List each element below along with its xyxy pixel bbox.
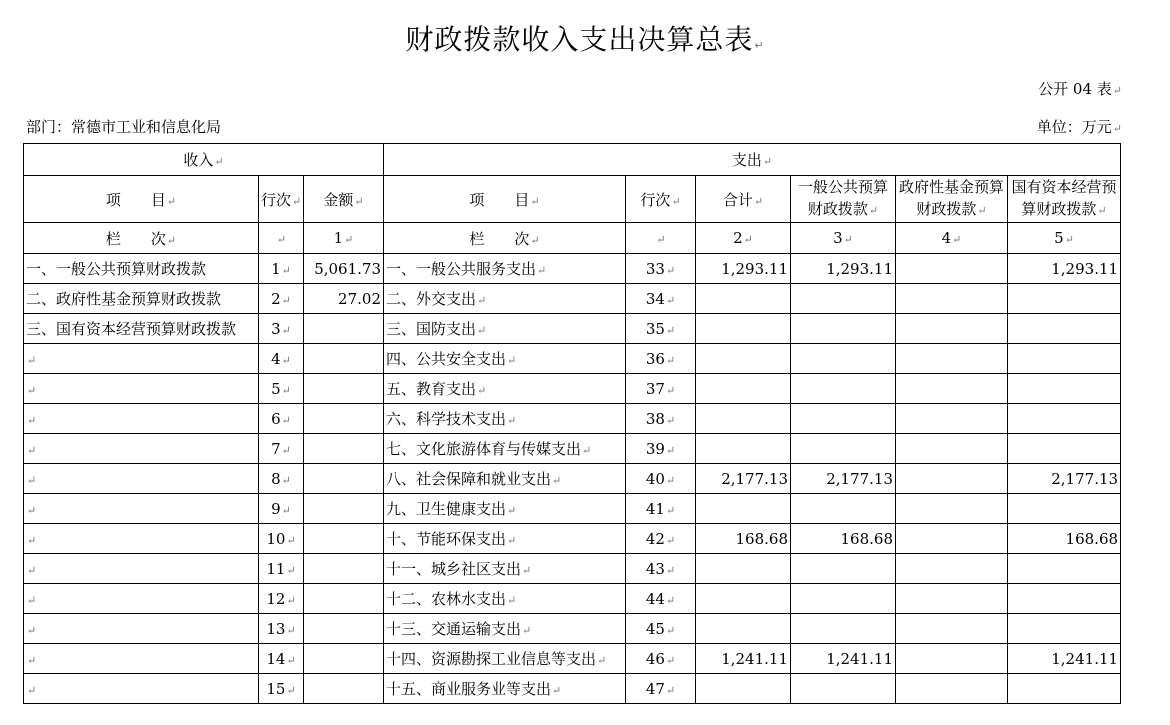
general-budget-cell: 168.68 — [791, 524, 896, 554]
general-budget-header: 一般公共预算财政拨款↵ — [791, 176, 896, 223]
expense-total-cell — [696, 434, 791, 464]
income-item-cell: ↵ — [24, 584, 259, 614]
income-line-cell: 5↵ — [259, 374, 304, 404]
fund-budget-cell — [896, 614, 1008, 644]
table-row — [24, 254, 1121, 284]
fund-budget-cell — [896, 494, 1008, 524]
income-line-cell: 15↵ — [259, 674, 304, 704]
state-capital-cell: 168.68 — [1008, 524, 1121, 554]
expense-total-cell — [696, 314, 791, 344]
expense-total-cell: 168.68 — [696, 524, 791, 554]
fund-budget-header: 政府性基金预算财政拨款↵ — [896, 176, 1008, 223]
expense-total-cell — [696, 614, 791, 644]
general-budget-cell — [791, 284, 896, 314]
expense-line-cell: 44↵ — [626, 584, 696, 614]
general-budget-cell — [791, 374, 896, 404]
state-capital-cell — [1008, 584, 1121, 614]
general-budget-cell — [791, 344, 896, 374]
fund-budget-cell — [896, 404, 1008, 434]
income-header: 收入↵ — [24, 144, 384, 176]
income-item-header: 项 目↵ — [24, 176, 259, 223]
expense-item-header: 项 目↵ — [384, 176, 626, 223]
expense-item-cell: 七、文化旅游体育与传媒支出↵ — [384, 434, 626, 464]
expense-item-cell: 十三、交通运输支出↵ — [384, 614, 626, 644]
income-amount-cell — [304, 614, 384, 644]
table-row — [24, 614, 1121, 644]
fund-budget-cell — [896, 644, 1008, 674]
income-line-cell: 9↵ — [259, 494, 304, 524]
general-budget-cell — [791, 434, 896, 464]
col-index-5: 5↵ — [1008, 223, 1121, 254]
income-line-cell: 1↵ — [259, 254, 304, 284]
state-capital-cell — [1008, 554, 1121, 584]
expense-item-cell: 二、外交支出↵ — [384, 284, 626, 314]
expense-item-cell: 十五、商业服务业等支出↵ — [384, 674, 626, 704]
table-row — [24, 434, 1121, 464]
state-capital-cell — [1008, 404, 1121, 434]
expense-line-cell: 38↵ — [626, 404, 696, 434]
expense-total-cell: 2,177.13 — [696, 464, 791, 494]
general-budget-cell: 1,241.11 — [791, 644, 896, 674]
income-item-cell: 一、一般公共预算财政拨款 — [24, 254, 259, 284]
unit-label: 单位：万元↵ — [1036, 118, 1122, 136]
income-line-cell: 11↵ — [259, 554, 304, 584]
expense-item-cell: 一、一般公共服务支出↵ — [384, 254, 626, 284]
expense-line-cell: 33↵ — [626, 254, 696, 284]
table-row — [24, 374, 1121, 404]
income-amount-cell — [304, 434, 384, 464]
income-amount-cell — [304, 584, 384, 614]
state-capital-cell — [1008, 494, 1121, 524]
table-row — [24, 344, 1121, 374]
state-capital-cell — [1008, 374, 1121, 404]
state-capital-cell — [1008, 614, 1121, 644]
expense-line-cell: 47↵ — [626, 674, 696, 704]
income-amount-cell — [304, 494, 384, 524]
table-row — [24, 644, 1121, 674]
income-item-cell: 二、政府性基金预算财政拨款 — [24, 284, 259, 314]
col-index-line: ↵ — [259, 223, 304, 254]
income-line-cell: 4↵ — [259, 344, 304, 374]
table-row — [24, 554, 1121, 584]
general-budget-cell — [791, 494, 896, 524]
income-line-cell: 3↵ — [259, 314, 304, 344]
income-item-cell: ↵ — [24, 374, 259, 404]
expense-item-cell: 五、教育支出↵ — [384, 374, 626, 404]
income-amount-cell — [304, 524, 384, 554]
income-amount-cell — [304, 554, 384, 584]
income-item-cell: ↵ — [24, 674, 259, 704]
income-amount-cell — [304, 464, 384, 494]
expense-line-header: 行次↵ — [626, 176, 696, 223]
income-item-cell: ↵ — [24, 494, 259, 524]
expense-line-cell: 34↵ — [626, 284, 696, 314]
expense-line-cell: 45↵ — [626, 614, 696, 644]
income-item-cell: ↵ — [24, 344, 259, 374]
general-budget-cell — [791, 614, 896, 644]
table-row — [24, 494, 1121, 524]
fund-budget-cell — [896, 674, 1008, 704]
table-row — [24, 674, 1121, 704]
budget-table — [23, 143, 1121, 704]
expense-total-cell: 1,241.11 — [696, 644, 791, 674]
expense-line-cell: 41↵ — [626, 494, 696, 524]
expense-line-cell: 42↵ — [626, 524, 696, 554]
table-row — [24, 314, 1121, 344]
income-line-cell: 12↵ — [259, 584, 304, 614]
state-capital-cell — [1008, 674, 1121, 704]
expense-total-cell: 1,293.11 — [696, 254, 791, 284]
col-label-income: 栏 次↵ — [24, 223, 259, 254]
income-item-cell: ↵ — [24, 614, 259, 644]
income-item-cell: ↵ — [24, 464, 259, 494]
fund-budget-cell — [896, 284, 1008, 314]
income-amount-cell: 27.02 — [304, 284, 384, 314]
income-amount-cell — [304, 344, 384, 374]
expense-total-cell — [696, 494, 791, 524]
income-amount-cell — [304, 674, 384, 704]
income-line-cell: 7↵ — [259, 434, 304, 464]
table-row — [24, 584, 1121, 614]
state-capital-cell — [1008, 344, 1121, 374]
fund-budget-cell — [896, 254, 1008, 284]
income-item-cell: ↵ — [24, 644, 259, 674]
page-title: 财政拨款收入支出决算总表↵ — [405, 23, 765, 56]
state-capital-header: 国有资本经营预算财政拨款↵ — [1008, 176, 1121, 223]
expense-line-cell: 43↵ — [626, 554, 696, 584]
income-amount-cell — [304, 404, 384, 434]
col-index-1: 1↵ — [304, 223, 384, 254]
expense-line-cell: 39↵ — [626, 434, 696, 464]
expense-header: 支出↵ — [384, 144, 1121, 176]
state-capital-cell — [1008, 284, 1121, 314]
general-budget-cell — [791, 554, 896, 584]
income-line-cell: 14↵ — [259, 644, 304, 674]
fund-budget-cell — [896, 344, 1008, 374]
income-amount-cell — [304, 644, 384, 674]
fund-budget-cell — [896, 434, 1008, 464]
table-row — [24, 524, 1121, 554]
expense-total-cell — [696, 554, 791, 584]
col-index-line: ↵ — [626, 223, 696, 254]
general-budget-cell — [791, 314, 896, 344]
table-row — [24, 284, 1121, 314]
state-capital-cell — [1008, 314, 1121, 344]
general-budget-cell — [791, 584, 896, 614]
income-item-cell: ↵ — [24, 404, 259, 434]
expense-item-cell: 六、科学技术支出↵ — [384, 404, 626, 434]
general-budget-cell: 1,293.11 — [791, 254, 896, 284]
income-line-header: 行次↵ — [259, 176, 304, 223]
income-line-cell: 8↵ — [259, 464, 304, 494]
expense-item-cell: 四、公共安全支出↵ — [384, 344, 626, 374]
expense-total-cell — [696, 374, 791, 404]
expense-item-cell: 十一、城乡社区支出↵ — [384, 554, 626, 584]
income-line-cell: 2↵ — [259, 284, 304, 314]
state-capital-cell — [1008, 434, 1121, 464]
expense-total-cell — [696, 284, 791, 314]
expense-total-cell — [696, 674, 791, 704]
col-index-4: 4↵ — [896, 223, 1008, 254]
col-index-3: 3↵ — [791, 223, 896, 254]
expense-item-cell: 十二、农林水支出↵ — [384, 584, 626, 614]
state-capital-cell: 2,177.13 — [1008, 464, 1121, 494]
fund-budget-cell — [896, 314, 1008, 344]
general-budget-cell — [791, 674, 896, 704]
expense-line-cell: 35↵ — [626, 314, 696, 344]
income-item-cell: 三、国有资本经营预算财政拨款 — [24, 314, 259, 344]
income-amount-cell: 5,061.73 — [304, 254, 384, 284]
income-item-cell: ↵ — [24, 524, 259, 554]
fund-budget-cell — [896, 374, 1008, 404]
col-label-expense: 栏 次↵ — [384, 223, 626, 254]
fund-budget-cell — [896, 554, 1008, 584]
expense-item-cell: 九、卫生健康支出↵ — [384, 494, 626, 524]
amount-header: 金额↵ — [304, 176, 384, 223]
expense-line-cell: 46↵ — [626, 644, 696, 674]
expense-item-cell: 十、节能环保支出↵ — [384, 524, 626, 554]
income-amount-cell — [304, 314, 384, 344]
income-line-cell: 10↵ — [259, 524, 304, 554]
fund-budget-cell — [896, 524, 1008, 554]
expense-line-cell: 36↵ — [626, 344, 696, 374]
expense-total-cell — [696, 344, 791, 374]
fund-budget-cell — [896, 464, 1008, 494]
income-item-cell: ↵ — [24, 554, 259, 584]
table-row — [24, 404, 1121, 434]
income-line-cell: 6↵ — [259, 404, 304, 434]
income-amount-cell — [304, 374, 384, 404]
state-capital-cell: 1,241.11 — [1008, 644, 1121, 674]
general-budget-cell: 2,177.13 — [791, 464, 896, 494]
expense-item-cell: 八、社会保障和就业支出↵ — [384, 464, 626, 494]
table-row — [24, 464, 1121, 494]
state-capital-cell: 1,293.11 — [1008, 254, 1121, 284]
department-label: 部门：常德市工业和信息化局 — [26, 118, 222, 136]
income-line-cell: 13↵ — [259, 614, 304, 644]
total-header: 合计↵ — [696, 176, 791, 223]
col-index-2: 2↵ — [696, 223, 791, 254]
expense-item-cell: 三、国防支出↵ — [384, 314, 626, 344]
form-code: 公开 04 表↵ — [1038, 80, 1122, 98]
expense-item-cell: 十四、资源勘探工业信息等支出↵ — [384, 644, 626, 674]
expense-total-cell — [696, 584, 791, 614]
fund-budget-cell — [896, 584, 1008, 614]
income-item-cell: ↵ — [24, 434, 259, 464]
expense-total-cell — [696, 404, 791, 434]
expense-line-cell: 37↵ — [626, 374, 696, 404]
expense-line-cell: 40↵ — [626, 464, 696, 494]
general-budget-cell — [791, 404, 896, 434]
